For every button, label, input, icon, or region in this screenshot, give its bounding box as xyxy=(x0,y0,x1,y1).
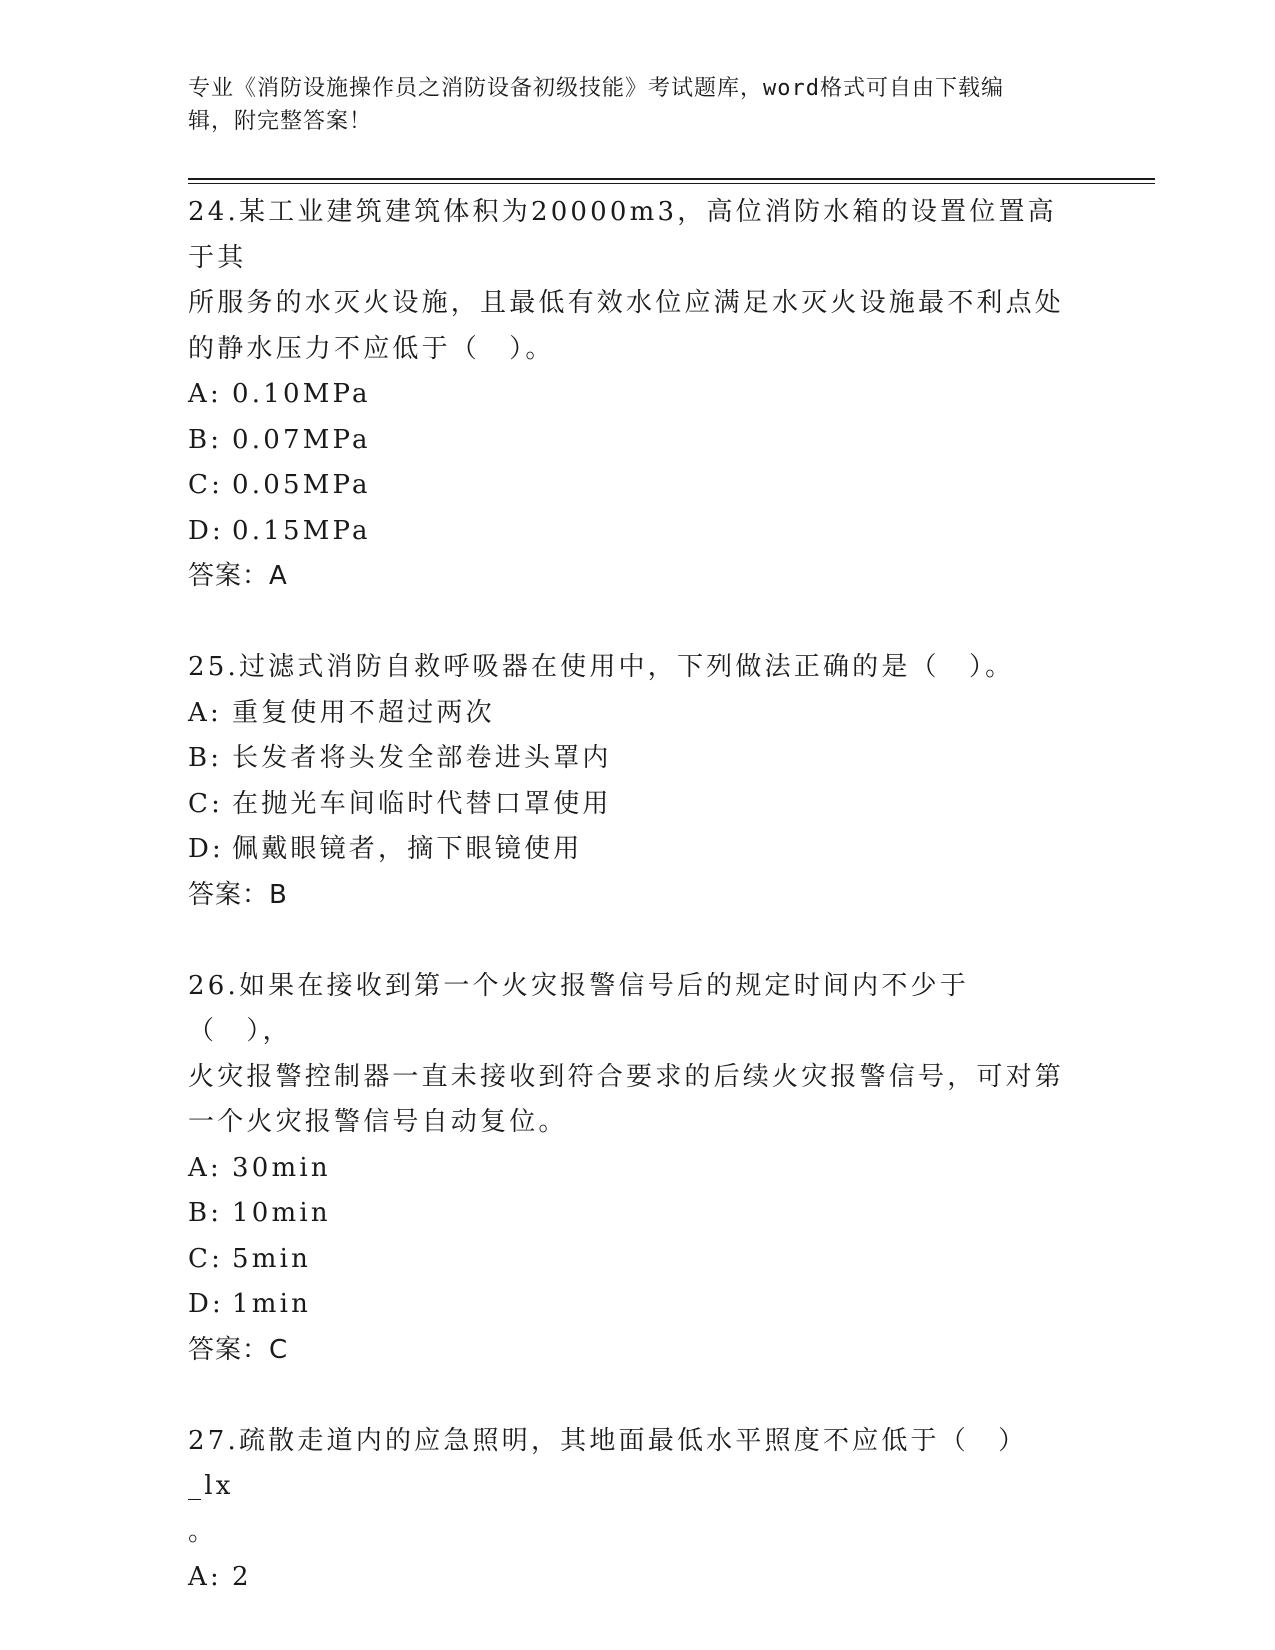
option-c xyxy=(188,1237,1068,1283)
option-b xyxy=(188,736,1068,782)
option-text: 5min xyxy=(232,1243,312,1274)
document-header xyxy=(188,72,1078,138)
option-text: 佩戴眼镜者，摘下眼镜使用 xyxy=(232,834,583,864)
option-letter: B: xyxy=(188,424,223,455)
question-line: 。 xyxy=(188,1516,218,1547)
header-line-1: 专业《消防设施操作员之消防设备初级技能》考试题库，word格式可自由下载编 xyxy=(188,76,1004,101)
question-line: 26.如果在接收到第一个火灾报警信号后的规定时间内不少于（ ）， xyxy=(188,970,969,1046)
option-a xyxy=(188,691,1068,737)
option-letter: B: xyxy=(188,743,223,773)
option-d xyxy=(188,1282,1068,1328)
option-letter: D: xyxy=(188,515,225,546)
option-letter: A: xyxy=(188,1562,222,1592)
option-letter: B: xyxy=(188,1198,223,1228)
question-list xyxy=(188,190,1068,1601)
option-text: 在抛光车间临时代替口罩使用 xyxy=(232,788,612,819)
spacer xyxy=(188,1373,1068,1419)
option-letter: D: xyxy=(188,1289,225,1319)
question-24 xyxy=(188,190,1068,600)
answer-label: 答案：C xyxy=(188,1334,289,1365)
option-letter: A: xyxy=(188,379,222,409)
option-c xyxy=(188,782,1068,828)
question-26 xyxy=(188,964,1068,1374)
header-divider-thin xyxy=(188,183,1155,184)
option-c xyxy=(188,463,1068,509)
option-a xyxy=(188,372,1068,418)
header-divider-thick xyxy=(188,178,1155,180)
question-25 xyxy=(188,645,1068,918)
option-text: 长发者将头发全部卷进头罩内 xyxy=(232,743,612,773)
option-a xyxy=(188,1146,1068,1192)
question-line: 火灾报警控制器一直未接收到符合要求的后续火灾报警信号，可对第 xyxy=(188,1061,1065,1092)
option-a xyxy=(188,1555,1068,1601)
option-letter: C: xyxy=(188,1243,224,1274)
question-line: 的静水压力不应低于（ ）。 xyxy=(188,333,555,364)
question-line: 27.疏散走道内的应急照明，其地面最低水平照度不应低于（ ）_lx xyxy=(188,1425,1028,1501)
option-letter: A: xyxy=(188,697,222,728)
header-line-2: 辑，附完整答案！ xyxy=(188,109,373,134)
question-line: 25.过滤式消防自救呼吸器在使用中，下列做法正确的是（ ）。 xyxy=(188,652,1015,682)
option-text: 30min xyxy=(232,1152,331,1183)
option-text: 0.05MPa xyxy=(232,470,371,500)
answer-label: 答案：B xyxy=(188,879,288,910)
question-27 xyxy=(188,1419,1068,1601)
question-line: 24.某工业建筑建筑体积为20000m3，高位消防水箱的设置位置高于其 xyxy=(188,197,1057,273)
option-text: 0.15MPa xyxy=(232,515,371,546)
option-d xyxy=(188,509,1068,555)
option-b xyxy=(188,1191,1068,1237)
option-d xyxy=(188,827,1068,873)
question-line: 一个火灾报警信号自动复位。 xyxy=(188,1107,568,1137)
option-text: 10min xyxy=(232,1198,331,1228)
option-letter: A: xyxy=(188,1152,222,1183)
option-text: 重复使用不超过两次 xyxy=(232,697,495,728)
option-letter: C: xyxy=(188,470,224,500)
question-line: 所服务的水灭火设施，且最低有效水位应满足水灭火设施最不利点处 xyxy=(188,288,1065,318)
option-letter: D: xyxy=(188,834,225,864)
answer-label: 答案：A xyxy=(188,561,288,591)
option-text: 0.10MPa xyxy=(232,379,371,409)
option-text: 1min xyxy=(232,1289,312,1319)
option-b xyxy=(188,418,1068,464)
spacer xyxy=(188,600,1068,646)
option-text: 2 xyxy=(232,1562,252,1592)
option-text: 0.07MPa xyxy=(232,424,371,455)
option-letter: C: xyxy=(188,788,224,819)
spacer xyxy=(188,918,1068,964)
